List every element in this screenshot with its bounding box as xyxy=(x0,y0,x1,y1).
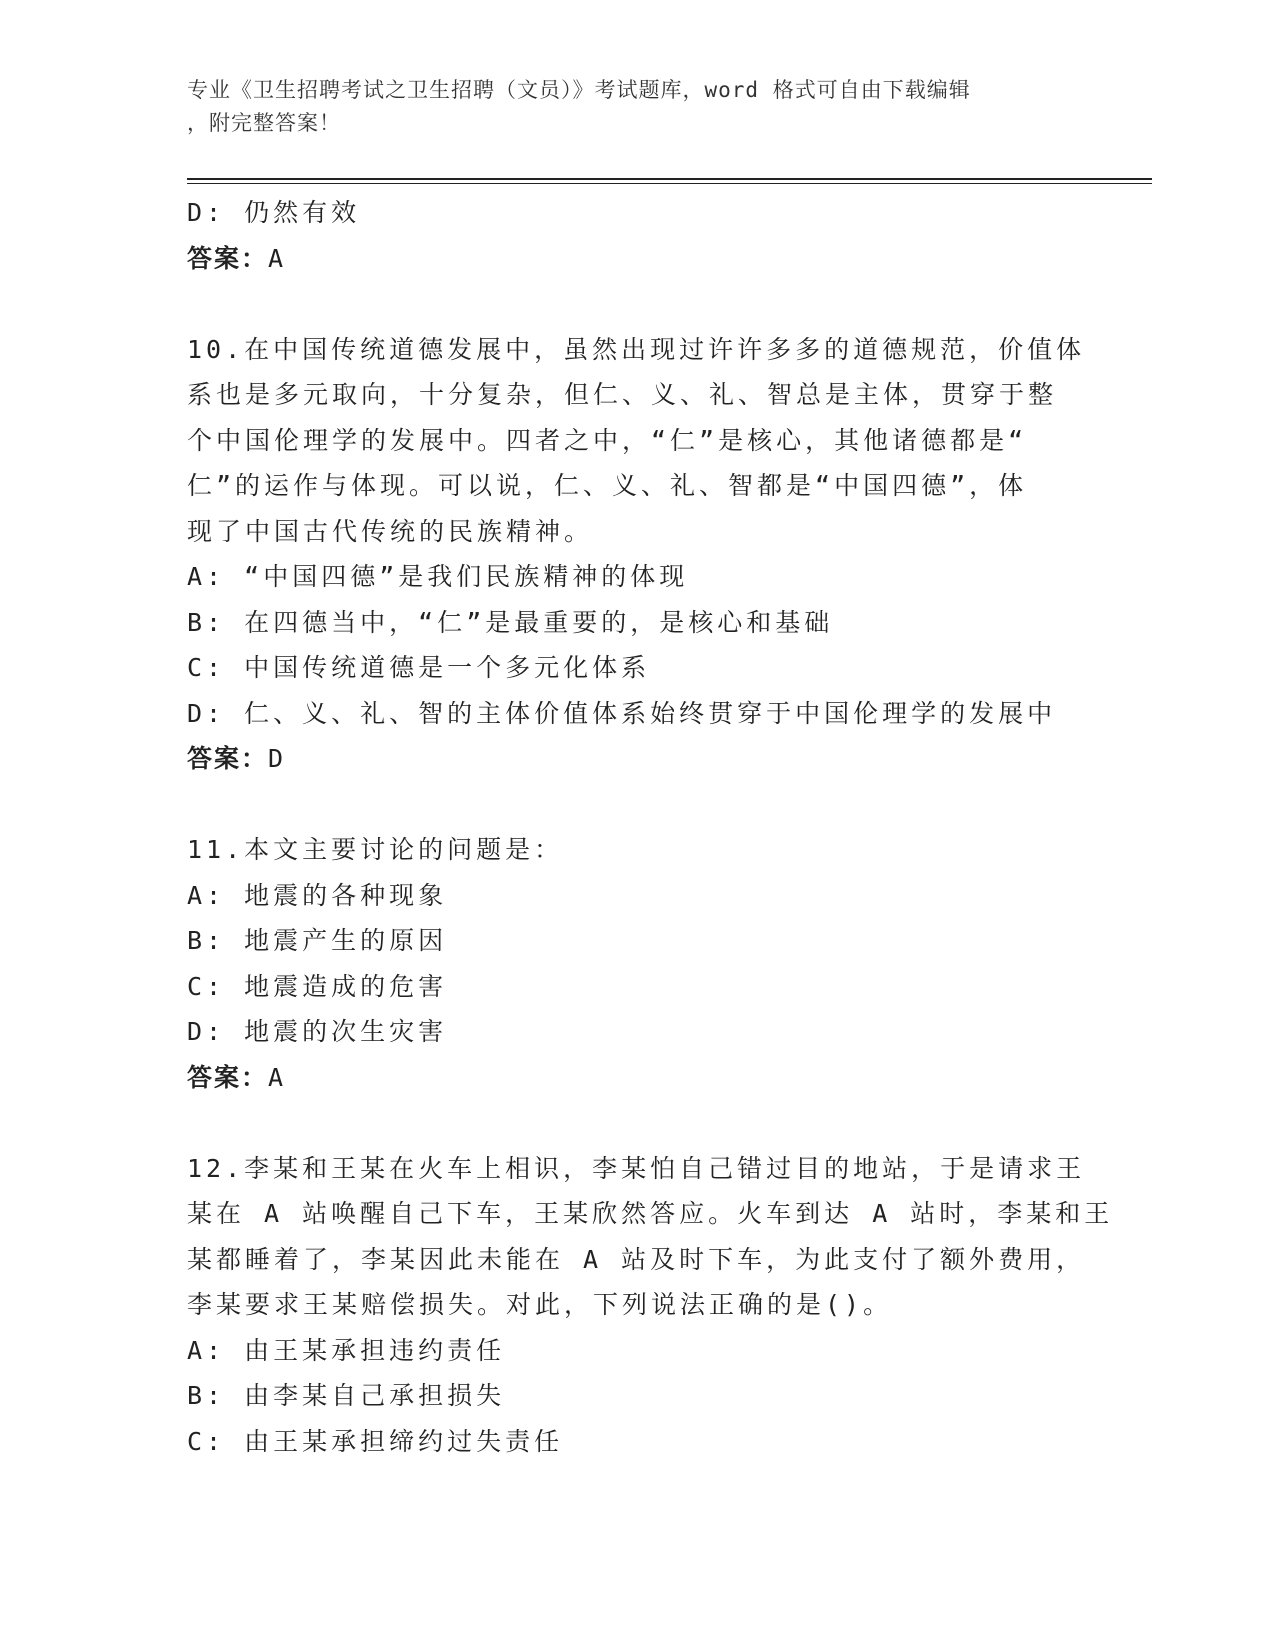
option-d: D: 仍然有效 xyxy=(187,198,361,227)
answer-line xyxy=(187,1055,1087,1101)
question-stem xyxy=(187,1146,1114,1328)
answer-value: A xyxy=(268,243,286,273)
header-line-2: ，附完整答案！ xyxy=(187,111,341,135)
option-a: A: 由王某承担违约责任 xyxy=(187,1335,506,1365)
option-d: D: 仁、义、礼、智的主体价值体系始终贯穿于中国伦理学的发展中 xyxy=(187,698,1057,728)
question-10 xyxy=(187,327,1087,782)
answer-line xyxy=(187,236,1087,282)
answer-line xyxy=(187,736,1087,782)
answer-value: A xyxy=(268,1062,286,1092)
document-header xyxy=(187,74,1067,140)
spacer xyxy=(187,782,1087,828)
option-c: C: 由王某承担缔约过失责任 xyxy=(187,1426,564,1456)
option-a: A: “中国四德”是我们民族精神的体现 xyxy=(187,562,689,591)
option-b: B: 由李某自己承担损失 xyxy=(187,1381,506,1410)
answer-value: D xyxy=(268,744,286,773)
question-11 xyxy=(187,827,1087,1100)
question-list xyxy=(187,190,1114,1464)
stem-line: 某都睡着了，李某因此未能在 A 站及时下车，为此支付了额外费用， xyxy=(187,1244,1086,1274)
option-a: A: 地震的各种现象 xyxy=(187,880,448,910)
option-d: D: 地震的次生灾害 xyxy=(187,1017,448,1046)
stem-line: 12.李某和王某在火车上相识，李某怕自己错过目的地站，于是请求王 xyxy=(187,1153,1086,1183)
answer-label: 答案： xyxy=(187,243,269,273)
stem-line: 仁”的运作与体现。可以说，仁、义、礼、智都是“中国四德”，体 xyxy=(187,471,1028,500)
header-divider-thin xyxy=(187,183,1152,184)
question-stem xyxy=(187,327,1087,555)
answer-label: 答案： xyxy=(187,744,269,773)
stem-line: 现了中国古代传统的民族精神。 xyxy=(187,516,594,546)
previous-question-tail xyxy=(187,190,1087,281)
stem-line: 李某要求王某赔偿损失。对此，下列说法正确的是()。 xyxy=(187,1290,893,1319)
option-c: C: 中国传统道德是一个多元化体系 xyxy=(187,653,651,682)
option-c: C: 地震造成的危害 xyxy=(187,971,448,1001)
stem-line: 系也是多元取向，十分复杂，但仁、义、礼、智总是主体，贯穿于整 xyxy=(187,380,1058,409)
question-stem: 11.本文主要讨论的问题是： xyxy=(187,835,564,864)
stem-line: 10.在中国传统道德发展中，虽然出现过许许多多的道德规范，价值体 xyxy=(187,334,1086,364)
stem-line: 个中国伦理学的发展中。四者之中，“仁”是核心，其他诸德都是“ xyxy=(187,425,1028,455)
header-line-1: 专业《卫生招聘考试之卫生招聘（文员）》考试题库，word 格式可自由下载编辑 xyxy=(187,78,971,102)
answer-label: 答案： xyxy=(187,1062,269,1092)
question-12 xyxy=(187,1146,1114,1465)
option-b: B: 地震产生的原因 xyxy=(187,926,448,955)
option-b: B: 在四德当中，“仁”是最重要的，是核心和基础 xyxy=(187,607,834,637)
stem-line: 某在 A 站唤醒自己下车，王某欣然答应。火车到达 A 站时，李某和王 xyxy=(187,1199,1114,1228)
spacer xyxy=(187,281,1087,327)
header-divider-thick xyxy=(187,178,1152,180)
spacer xyxy=(187,1100,1087,1146)
